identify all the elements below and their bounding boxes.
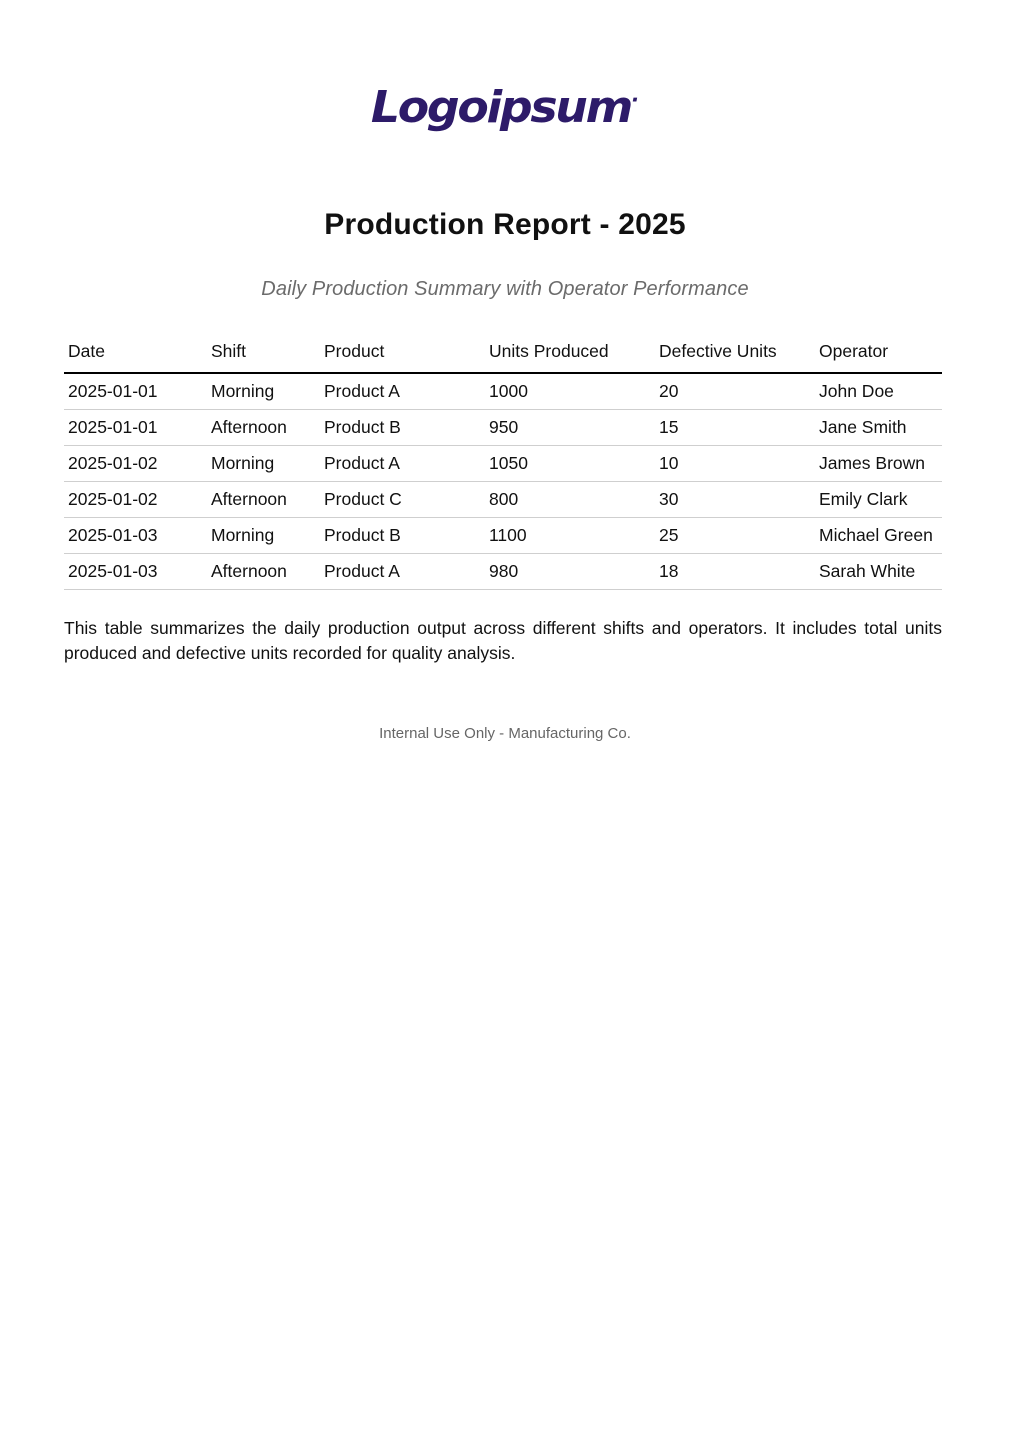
- cell-shift: Morning: [207, 373, 320, 410]
- cell-units: 1050: [485, 446, 655, 482]
- cell-date: 2025-01-03: [64, 554, 207, 590]
- cell-date: 2025-01-01: [64, 373, 207, 410]
- logo-wordmark: [370, 82, 640, 133]
- column-header-defective-units: Defective Units: [655, 337, 815, 373]
- cell-units: 950: [485, 410, 655, 446]
- cell-product: Product A: [320, 554, 485, 590]
- table-row: [64, 446, 942, 482]
- table-row: [64, 482, 942, 518]
- cell-shift: Afternoon: [207, 410, 320, 446]
- table-header: [64, 337, 942, 373]
- cell-operator: James Brown: [815, 446, 942, 482]
- table-note: This table summarizes the daily production output across different shifts and operators. It includes total units produced and defective units recorded for quality analysis.: [64, 618, 942, 664]
- cell-operator: Jane Smith: [815, 410, 942, 446]
- cell-units: 1100: [485, 518, 655, 554]
- cell-product: Product C: [320, 482, 485, 518]
- cell-units: 800: [485, 482, 655, 518]
- table-body: [64, 373, 942, 590]
- cell-defective: 25: [655, 518, 815, 554]
- column-header-product: Product: [320, 337, 485, 373]
- cell-units: 1000: [485, 373, 655, 410]
- cell-defective: 10: [655, 446, 815, 482]
- column-header-operator: Operator: [815, 337, 942, 373]
- page-title: Production Report - 2025: [324, 208, 686, 241]
- table-header-row: [64, 337, 942, 373]
- cell-product: Product A: [320, 446, 485, 482]
- cell-date: 2025-01-03: [64, 518, 207, 554]
- cell-product: Product A: [320, 373, 485, 410]
- cell-operator: Emily Clark: [815, 482, 942, 518]
- cell-units: 980: [485, 554, 655, 590]
- cell-defective: 30: [655, 482, 815, 518]
- cell-operator: Michael Green: [815, 518, 942, 554]
- table-row: [64, 410, 942, 446]
- column-header-units-produced: Units Produced: [485, 337, 655, 373]
- cell-date: 2025-01-02: [64, 482, 207, 518]
- cell-date: 2025-01-02: [64, 446, 207, 482]
- brand-logo: [0, 0, 1010, 133]
- column-header-shift: Shift: [207, 337, 320, 373]
- page-subtitle: Daily Production Summary with Operator Performance: [261, 278, 749, 300]
- cell-shift: Afternoon: [207, 554, 320, 590]
- cell-operator: Sarah White: [815, 554, 942, 590]
- cell-defective: 15: [655, 410, 815, 446]
- cell-defective: 18: [655, 554, 815, 590]
- cell-product: Product B: [320, 518, 485, 554]
- cell-defective: 20: [655, 373, 815, 410]
- table-row: [64, 554, 942, 590]
- cell-product: Product B: [320, 410, 485, 446]
- cell-operator: John Doe: [815, 373, 942, 410]
- table-row: [64, 518, 942, 554]
- logo-dot-icon: ·: [631, 87, 640, 112]
- cell-shift: Morning: [207, 518, 320, 554]
- production-table: [64, 337, 942, 590]
- cell-date: 2025-01-01: [64, 410, 207, 446]
- logo-text: Logoipsum: [370, 82, 632, 133]
- page-footer: Internal Use Only - Manufacturing Co.: [379, 724, 631, 742]
- column-header-date: Date: [64, 337, 207, 373]
- cell-shift: Morning: [207, 446, 320, 482]
- cell-shift: Afternoon: [207, 482, 320, 518]
- table-row: [64, 373, 942, 410]
- production-table-container: [64, 337, 946, 590]
